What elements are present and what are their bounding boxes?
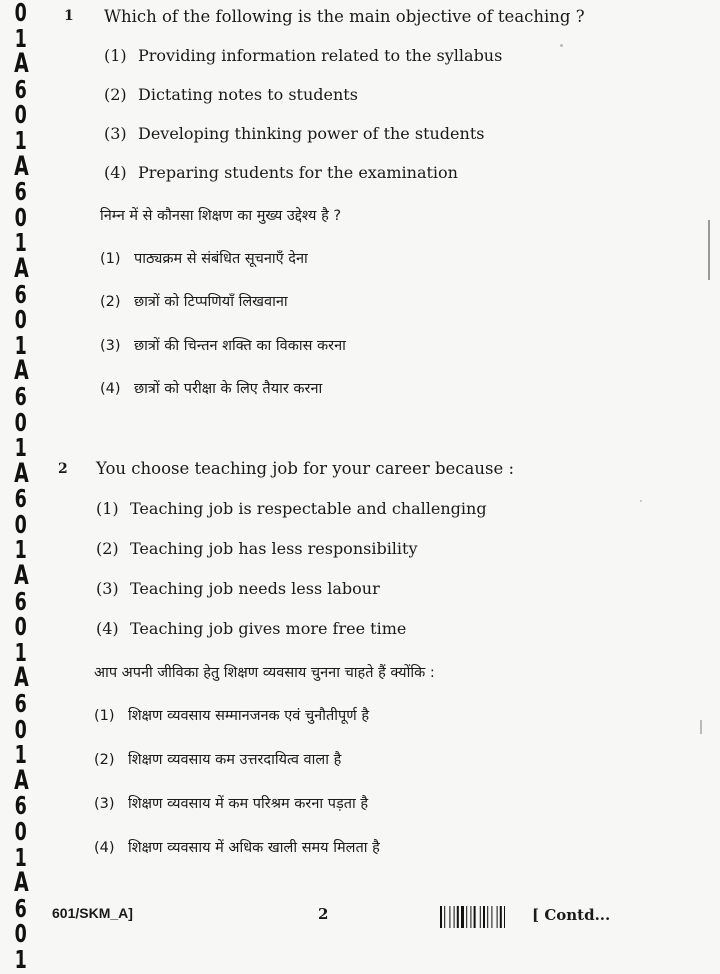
option-number: (3) <box>96 579 119 598</box>
side-strip-char: 0 <box>14 612 28 642</box>
side-strip-char: A <box>13 867 29 899</box>
option-hindi <box>100 248 308 268</box>
side-strip-char: 0 <box>14 0 28 27</box>
option-hindi <box>100 291 288 311</box>
option-number: (2) <box>94 752 115 768</box>
side-strip-char: A <box>13 150 29 182</box>
option-english <box>96 579 380 598</box>
side-strip-char: 1 <box>14 842 28 872</box>
side-strip-char: 1 <box>14 433 28 463</box>
option-number: (3) <box>94 796 115 812</box>
side-code-strip <box>0 0 42 974</box>
side-strip-char: 0 <box>14 305 28 335</box>
option-text: Developing thinking power of the students <box>138 124 485 143</box>
option-number: (1) <box>104 46 127 65</box>
option-english <box>104 46 502 65</box>
question-number: 1 <box>64 8 74 24</box>
side-strip-char: A <box>13 457 29 489</box>
option-text: शिक्षण व्यवसाय कम उत्तरदायित्व वाला है <box>128 752 342 768</box>
option-english <box>104 163 458 182</box>
question-stem-hindi: आप अपनी जीविका हेतु शिक्षण व्यवसाय चुनना चाहते हैं क्योंकि : <box>94 665 435 681</box>
side-strip-char: 1 <box>14 125 28 155</box>
side-strip-char: 6 <box>14 279 28 309</box>
option-english <box>96 539 418 558</box>
option-text: शिक्षण व्यवसाय सम्मानजनक एवं चुनौतीपूर्ण है <box>128 708 370 724</box>
side-strip-char: A <box>13 764 29 796</box>
option-hindi <box>94 793 368 813</box>
option-text: Teaching job needs less labour <box>130 579 380 598</box>
continued-label: [ Contd... <box>532 906 611 924</box>
option-text: Teaching job has less responsibility <box>130 539 418 558</box>
option-text: छात्रों को टिप्पणियाँ लिखवाना <box>134 294 288 310</box>
scan-speck <box>640 500 642 502</box>
option-hindi <box>100 335 346 355</box>
option-number: (3) <box>104 124 127 143</box>
side-strip-char: 1 <box>14 330 28 360</box>
option-hindi <box>100 378 322 398</box>
paper-code: 601/SKM_A] <box>52 905 133 921</box>
side-strip-char: 1 <box>14 740 28 770</box>
option-text: Dictating notes to students <box>138 85 358 104</box>
side-strip-char: 0 <box>14 202 28 232</box>
question-number: 2 <box>58 461 68 477</box>
side-strip-char: 0 <box>14 509 28 539</box>
side-strip-char: A <box>13 560 29 592</box>
option-hindi <box>94 749 341 769</box>
barcode-image <box>440 906 528 928</box>
question-stem-hindi: निम्न में से कौनसा शिक्षण का मुख्य उद्देश्य है ? <box>100 208 342 224</box>
option-number: (4) <box>100 381 121 397</box>
option-english <box>96 619 406 638</box>
side-strip-char: 6 <box>14 177 28 207</box>
side-strip-char: A <box>13 662 29 694</box>
side-strip-char: A <box>13 48 29 80</box>
option-text: पाठ्यक्रम से संबंधित सूचनाएँ देना <box>134 251 308 267</box>
side-strip-char: 0 <box>14 817 28 846</box>
side-strip-char: 6 <box>14 586 28 616</box>
side-strip-char: 6 <box>14 484 28 514</box>
side-strip-char: A <box>13 252 29 284</box>
option-text: शिक्षण व्यवसाय में अधिक खाली समय मिलता है <box>128 840 380 856</box>
side-strip-char: 6 <box>14 893 28 923</box>
option-number: (4) <box>104 163 127 182</box>
page-number: 2 <box>318 905 329 923</box>
option-number: (2) <box>104 85 127 104</box>
side-strip-char: 1 <box>14 944 28 974</box>
option-english <box>104 85 358 104</box>
option-text: Providing information related to the syllabus <box>138 46 503 65</box>
side-strip-char: 6 <box>14 74 28 104</box>
side-strip-char: 0 <box>14 919 28 949</box>
option-hindi <box>94 837 380 857</box>
option-number: (1) <box>94 708 115 724</box>
side-strip-char: 1 <box>14 535 28 565</box>
side-strip-char: 1 <box>14 23 28 53</box>
option-text: छात्रों की चिन्तन शक्ति का विकास करना <box>134 338 346 354</box>
option-number: (3) <box>100 338 121 354</box>
side-strip-char: 0 <box>14 407 28 437</box>
side-strip-char: A <box>13 355 29 387</box>
option-text: शिक्षण व्यवसाय में कम परिश्रम करना पड़ता है <box>128 796 369 812</box>
question-stem-english: You choose teaching job for your career because : <box>96 459 515 478</box>
option-text: Teaching job is respectable and challenging <box>130 499 487 518</box>
option-text: छात्रों को परीक्षा के लिए तैयार करना <box>134 381 323 397</box>
side-strip-char: 0 <box>14 714 28 744</box>
option-text: Teaching job gives more free time <box>130 619 407 638</box>
side-strip-char: 1 <box>14 637 28 667</box>
side-strip-char: 6 <box>14 381 28 411</box>
option-number: (2) <box>96 539 119 558</box>
option-number: (4) <box>94 840 115 856</box>
option-english <box>96 499 487 518</box>
option-number: (1) <box>100 251 121 267</box>
side-strip-char: 6 <box>14 689 28 719</box>
option-hindi <box>94 705 369 725</box>
side-strip-char: 0 <box>14 100 28 130</box>
question-stem-english: Which of the following is the main objective of teaching ? <box>104 7 585 26</box>
side-strip-char: 1 <box>14 228 28 258</box>
scan-speck <box>708 220 710 280</box>
scan-speck <box>700 720 702 734</box>
option-number: (2) <box>100 294 121 310</box>
option-text: Preparing students for the examination <box>138 163 458 182</box>
option-english <box>104 124 484 143</box>
option-number: (4) <box>96 619 119 638</box>
scan-speck <box>560 44 563 47</box>
side-strip-char: 6 <box>14 791 28 821</box>
option-number: (1) <box>96 499 119 518</box>
